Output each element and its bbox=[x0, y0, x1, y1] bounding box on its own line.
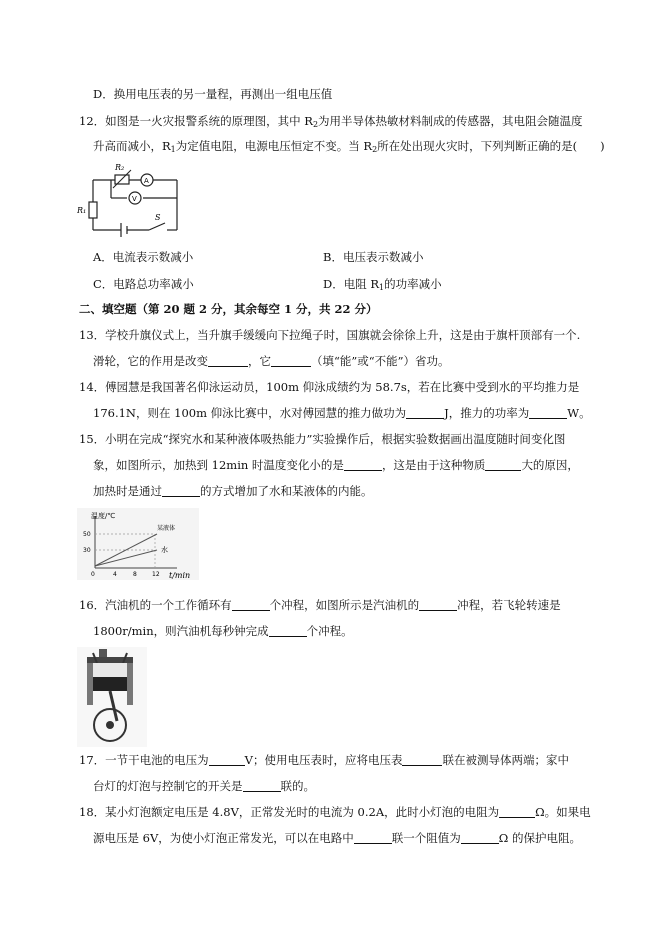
q14-blank-1 bbox=[406, 406, 444, 419]
x-tick-12: 12 bbox=[152, 571, 160, 578]
label-r1: R₁ bbox=[77, 206, 87, 215]
q17-line1-a: 17．一节干电池的电压为 bbox=[79, 753, 209, 767]
q17-line2-b: 联的。 bbox=[280, 779, 315, 793]
q12-option-d bbox=[323, 276, 442, 296]
combustion-chamber bbox=[93, 663, 127, 677]
q12-sub-r1: 1 bbox=[170, 145, 176, 154]
q14-line2-a: 176.1N，则在 100m 仰泳比赛中，水对傅园慧的推力做功为 bbox=[93, 406, 407, 420]
q16-blank-2 bbox=[419, 598, 457, 611]
q12-line2-c: 所在处出现火灾时，下列判断正确的是( ) bbox=[377, 139, 605, 153]
q12-line1 bbox=[79, 113, 583, 133]
q17-line1-c: 联在被测导体两端；家中 bbox=[442, 753, 569, 767]
q11-option-d: D．换用电压表的另一量程，再测出一组电压值 bbox=[93, 87, 333, 101]
r1-resistor bbox=[89, 202, 97, 218]
q14-line2-c: W。 bbox=[567, 406, 591, 420]
q12-option-d-sub: 1 bbox=[379, 283, 385, 292]
q17-blank-3 bbox=[243, 779, 281, 792]
q14-blank-2 bbox=[529, 406, 567, 419]
q17-blank-2 bbox=[402, 753, 442, 766]
liquid-label: 某液体 bbox=[157, 525, 176, 532]
q18-line2-a: 源电压是 6V，为使小灯泡正常发光，可以在电路中 bbox=[93, 831, 354, 845]
q17-line1-b: V；使用电压表时，应将电压表 bbox=[244, 753, 403, 767]
label-voltmeter: V bbox=[132, 195, 137, 203]
q12-line2 bbox=[93, 138, 605, 158]
label-r2: R₂ bbox=[115, 163, 125, 172]
q12-circuit-diagram bbox=[77, 158, 187, 238]
q15-line2-b: ，这是由于这种物质 bbox=[381, 458, 486, 472]
q17-line2 bbox=[93, 778, 315, 794]
q18-blank-1 bbox=[499, 805, 535, 818]
q18-line2-c: Ω 的保护电阻。 bbox=[498, 831, 581, 845]
q15-line3 bbox=[93, 483, 373, 499]
q14-line2-b: J，推力的功率为 bbox=[444, 406, 530, 420]
q15-blank-1 bbox=[344, 458, 382, 471]
x-tick-8: 8 bbox=[133, 571, 137, 578]
q16-line1-b: 个冲程，如图所示是汽油机的 bbox=[269, 598, 420, 612]
q13-line2 bbox=[93, 353, 450, 369]
section2-heading: 二、填空题（第 20 题 2 分，其余每空 1 分，共 22 分） bbox=[79, 302, 378, 316]
q18-line2-b: 联一个阻值为 bbox=[391, 831, 461, 845]
q13-line1: 13．学校升旗仪式上，当升旗手缓缓向下拉绳子时，国旗就会徐徐上升，这是由于旗杆顶部有一个. bbox=[79, 328, 581, 342]
q12-option-a: A．电流表示数减小 bbox=[93, 250, 194, 264]
q16-line2 bbox=[93, 623, 353, 639]
y-tick-50: 50 bbox=[83, 531, 91, 538]
q18-line1 bbox=[79, 804, 591, 820]
q18-blank-3 bbox=[461, 831, 499, 844]
water-label: 水 bbox=[161, 546, 168, 554]
q12-option-b: B．电压表示数减小 bbox=[323, 250, 424, 264]
spark-plug bbox=[99, 649, 107, 657]
q12-option-d-a: D．电阻 R bbox=[323, 277, 380, 291]
piston bbox=[93, 677, 127, 691]
label-switch: S bbox=[155, 213, 161, 222]
q17-line2-a: 台灯的灯泡与控制它的开关是 bbox=[93, 779, 243, 793]
label-ammeter: A bbox=[144, 177, 149, 185]
q12-option-c: C．电路总功率减小 bbox=[93, 277, 194, 291]
q15-line2-a: 象，如图所示，加热到 12min 时温度变化小的是 bbox=[93, 458, 344, 472]
q12-number: 12． bbox=[79, 114, 106, 128]
q13-blank-1 bbox=[208, 354, 248, 367]
q12-text-a: 如图是一火灾报警系统的原理图，其中 R bbox=[105, 114, 313, 128]
q16-engine-diagram bbox=[77, 647, 147, 747]
cylinder-wall-right bbox=[127, 663, 133, 705]
q18-blank-2 bbox=[354, 831, 392, 844]
q15-line3-b: 的方式增加了水和某液体的内能。 bbox=[200, 484, 373, 498]
q13-line2-b: ，它 bbox=[248, 354, 271, 368]
q13-line2-a: 滑轮，它的作用是改变 bbox=[93, 354, 208, 368]
q17-blank-1 bbox=[209, 753, 245, 766]
q12-sub-r2b: 2 bbox=[372, 145, 378, 154]
y-tick-30: 30 bbox=[83, 547, 91, 554]
q18-line1-b: Ω。如果电 bbox=[535, 805, 591, 819]
q16-line2-b: 个冲程。 bbox=[306, 624, 353, 638]
q16-line2-a: 1800r/min，则汽油机每秒钟完成 bbox=[93, 624, 269, 638]
q18-line1-a: 18．某小灯泡额定电压是 4.8V，正常发光时的电流为 0.2A，此时小灯泡的电阻为 bbox=[79, 805, 500, 819]
q15-line2 bbox=[93, 457, 579, 473]
crankshaft-center bbox=[106, 721, 114, 729]
q12-sub-r2: 2 bbox=[312, 120, 319, 129]
q16-blank-3 bbox=[269, 624, 307, 637]
q12-text-b: 为用半导体热敏材料制成的传感器，其电阻会随温度 bbox=[318, 114, 583, 128]
q16-line1-a: 16．汽油机的一个工作循环有 bbox=[79, 598, 232, 612]
q16-line1 bbox=[79, 597, 561, 613]
q15-line1: 15．小明在完成“探究水和某种液体吸热能力”实验操作后，根据实验数据画出温度随时间变化图 bbox=[79, 432, 566, 446]
x-tick-0: 0 bbox=[91, 571, 95, 578]
q18-line2 bbox=[93, 830, 581, 846]
q13-line2-c: （填“能”或“不能”）省功。 bbox=[311, 354, 450, 368]
q15-temperature-graph bbox=[77, 508, 199, 580]
q13-blank-2 bbox=[271, 354, 311, 367]
q12-line2-a: 升高而减小，R bbox=[93, 139, 171, 153]
x-tick-4: 4 bbox=[113, 571, 117, 578]
q16-blank-1 bbox=[232, 598, 270, 611]
q12-option-d-b: 的功率减小 bbox=[384, 277, 442, 291]
q15-blank-2 bbox=[485, 458, 521, 471]
q15-line2-c: 大的原因， bbox=[521, 458, 579, 472]
cylinder-wall-left bbox=[87, 663, 93, 705]
q15-blank-3 bbox=[162, 484, 200, 497]
q14-line1: 14．傅园慧是我国著名仰泳运动员，100m 仰泳成绩约为 58.7s，若在比赛中受到水的平均推力是 bbox=[79, 380, 580, 394]
q12-line2-b: 为定值电阻，电源电压恒定不变。当 R bbox=[175, 139, 373, 153]
q17-line1 bbox=[79, 752, 569, 768]
q16-line1-c: 冲程，若飞轮转速是 bbox=[457, 598, 561, 612]
graph-ylabel: 温度/℃ bbox=[91, 512, 116, 520]
q15-line3-a: 加热时是通过 bbox=[93, 484, 162, 498]
q14-line2 bbox=[93, 405, 591, 421]
graph-xlabel: t/min bbox=[169, 571, 191, 580]
